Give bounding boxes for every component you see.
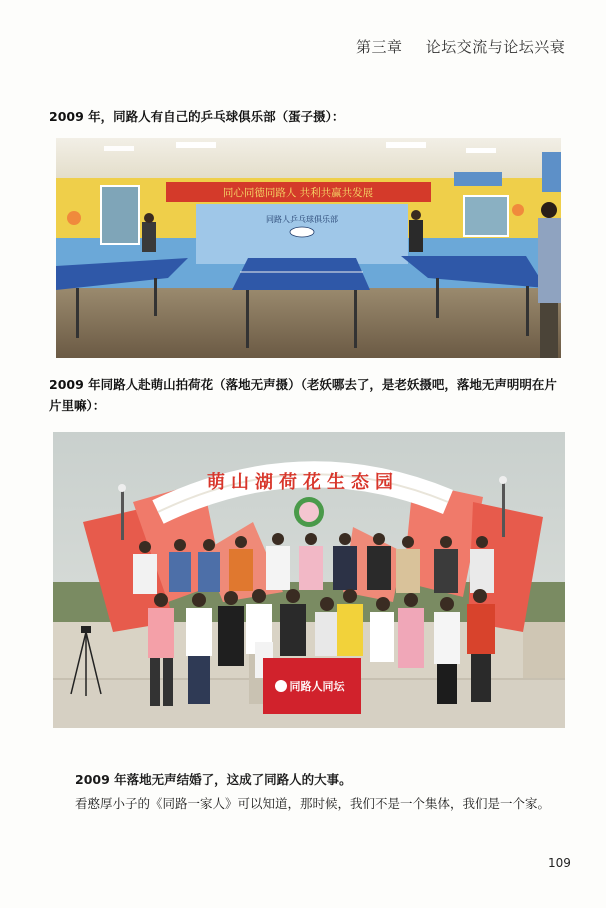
caption-pingpong: 2009 年，同路人有自己的乒乓球俱乐部（蛋子摄）： [49,109,345,124]
page-number: 109 [548,856,571,870]
group-photo [53,432,565,728]
paragraph-family-text: 看憨厚小子的《同路一家人》可以知道，那时候，我们不是一个集体，我们是一个家。 [75,796,551,811]
running-header [356,36,565,57]
caption-lotus-trip: 2009 年同路人赴萌山拍荷花（落地无声摄）（老妖哪去了，是老妖摄吧，落地无声明明在片片里嘛）： [49,377,557,413]
lotus-park-sign: 萌山湖荷花生态园 [207,472,399,493]
club-sign-text: 同路人乒乓球俱乐部 [266,215,338,224]
chapter-number: 第三章 [356,38,403,56]
paragraph-wedding: 2009 年落地无声结婚了，这成了同路人的大事。 [75,772,352,787]
pingpong-club-photo [56,138,561,358]
group-flag-text: 同路人同坛 [289,680,345,693]
club-banner-text: 同心同德同路人 共利共赢共发展 [222,187,374,199]
paragraph-family [56,792,566,816]
chapter-title: 论坛交流与论坛兴衰 [425,38,566,56]
